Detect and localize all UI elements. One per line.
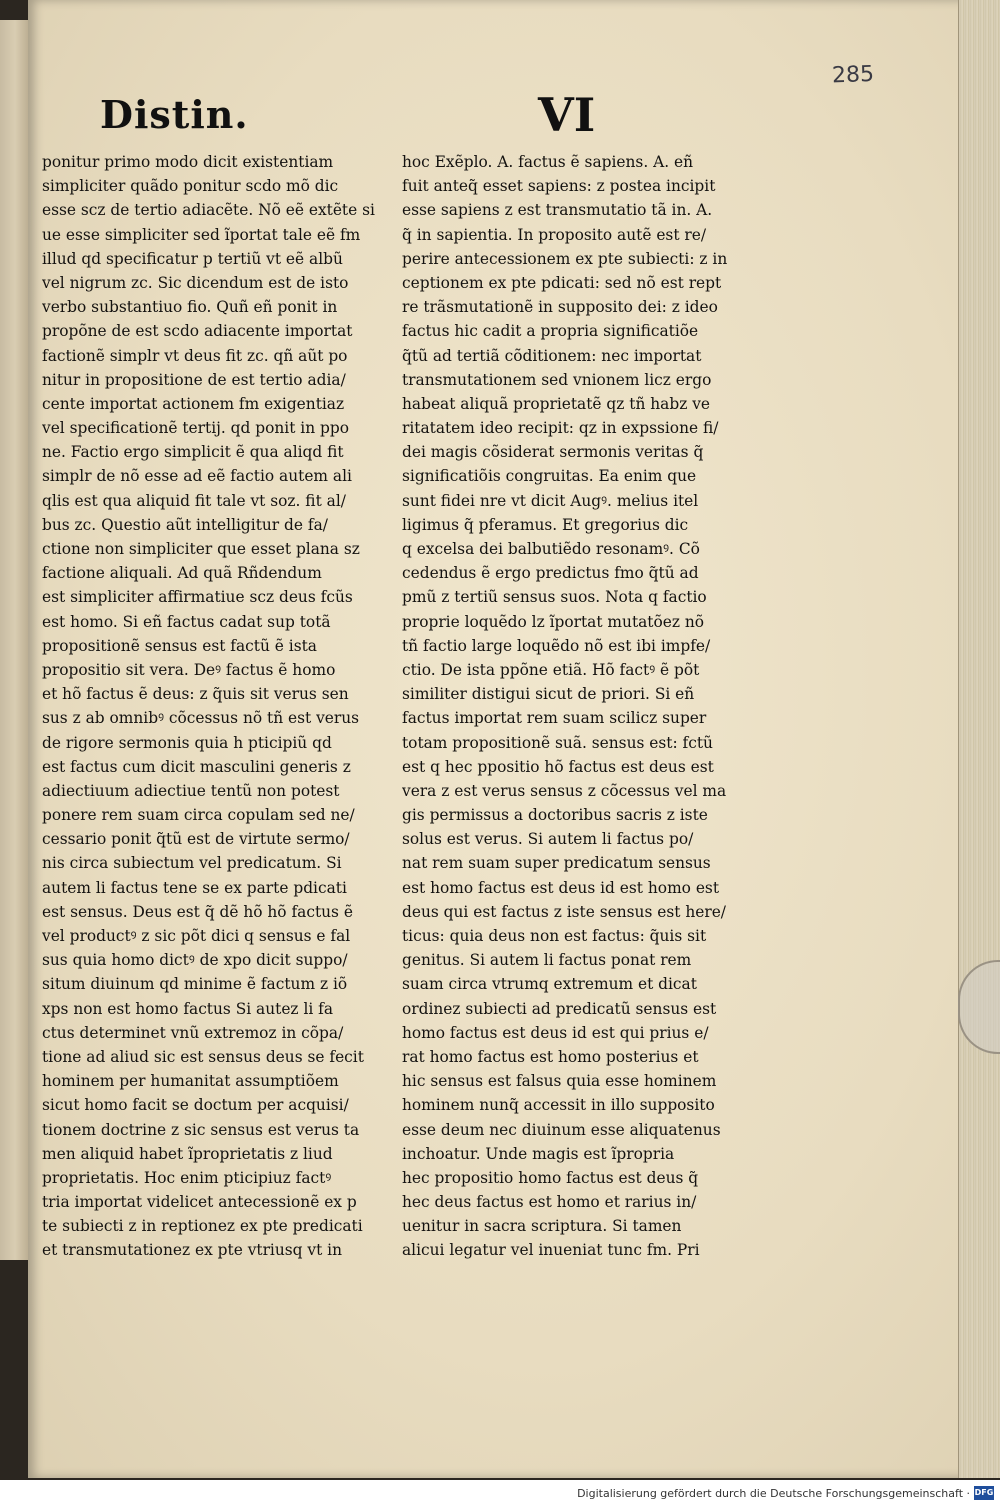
- text-line: proprietatis. Hoc enim pticipiuz factꝰ: [42, 1168, 332, 1187]
- text-line: tria importat videlicet antecessionẽ ex p: [42, 1193, 357, 1212]
- text-line: simplr de nõ esse ad eẽ factio autem ali: [42, 467, 352, 486]
- text-line: transmutationem sed vnionem licz ergo: [402, 370, 712, 389]
- text-line: factus hic cadit a propria significatiõe: [402, 322, 699, 341]
- text-line: solus est verus. Si autem li factus po/: [402, 830, 694, 849]
- text-line: sunt fidei nre vt dicit Augꝰ. melius itel: [402, 491, 699, 510]
- text-line: q̃ in sapientia. In proposito autẽ est re/: [402, 225, 707, 244]
- text-line: esse deum nec diuinum esse aliquatenus: [402, 1120, 721, 1139]
- text-line: est simpliciter affirmatiue scz deus fcũs: [42, 588, 353, 607]
- text-line: re trãsmutationẽ in supposito dei: z ideo: [402, 298, 718, 317]
- text-line: gis permissus a doctoribus sacris z iste: [402, 806, 708, 825]
- text-line: homo factus est deus id est qui prius e/: [402, 1023, 709, 1042]
- text-line: hominem per humanitat assumptiõem: [42, 1072, 339, 1091]
- chapter-number: VI: [538, 88, 596, 142]
- running-head: Distin.: [100, 92, 249, 137]
- text-line: est factus cum dicit masculini generis z: [42, 757, 351, 776]
- left-page-edge: [0, 20, 31, 1260]
- text-line: sus quia homo dictꝰ de xpo dicit suppo/: [42, 951, 348, 970]
- text-line: de rigore sermonis quia h pticipiũ qd: [42, 733, 332, 752]
- text-line: nis circa subiectum vel predicatum. Si: [42, 854, 342, 873]
- footer-bar: [0, 1480, 1000, 1509]
- text-line: hec deus factus est homo et rarius in/: [402, 1193, 697, 1212]
- text-line: rat homo factus est homo posterius et: [402, 1047, 699, 1066]
- text-line: verbo substantiuo fio. Quñ eñ ponit in: [42, 298, 338, 317]
- text-line: men aliquid habet ĩproprietatis z liud: [42, 1144, 333, 1163]
- text-line: vel specificationẽ tertij. qd ponit in ppo: [42, 419, 350, 438]
- text-line: vel productꝰ z sic põt dici q sensus e fal: [42, 927, 351, 945]
- text-line: ctione non simpliciter que esset plana sz: [42, 540, 360, 558]
- text-line: ponitur primo modo dicit existentiam: [42, 153, 334, 171]
- text-line: totam propositionẽ suã. sensus est: fctũ: [402, 733, 713, 752]
- text-line: illud qd specificatur p tertiũ vt eẽ albũ: [42, 249, 343, 268]
- text-line: propõne de est scdo adiacente importat: [42, 322, 353, 341]
- text-line: genitus. Si autem li factus ponat rem: [402, 951, 692, 970]
- text-line: factionẽ simplr vt deus fit zc. qñ aũt po: [42, 346, 348, 365]
- text-line: simpliciter quãdo ponitur scdo mõ dic: [42, 177, 339, 196]
- text-line: propositio sit vera. Deꝰ factus ẽ homo: [42, 660, 336, 679]
- text-line: similiter distigui sicut de priori. Si eñ: [402, 685, 695, 704]
- text-line: ticus: quia deus non est factus: q̃uis sit: [402, 927, 707, 945]
- text-line: est q hec ppositio hõ factus est deus est: [402, 757, 714, 776]
- text-line: proprie loquẽdo lz ĩportat mutatõez nõ: [402, 612, 705, 631]
- text-line: ctio. De ista ppõne etiã. Hõ factꝰ ẽ põt: [402, 660, 700, 679]
- text-line: vera z est verus sensus z cõcessus vel ma: [402, 781, 727, 800]
- text-line: ponere rem suam circa copulam sed ne/: [42, 806, 355, 825]
- folio-number: 285: [831, 61, 875, 89]
- text-line: sicut homo facit se doctum per acquisi/: [42, 1096, 349, 1115]
- dfg-logo: DFG: [974, 1486, 994, 1500]
- text-line: xps non est homo factus Si autez li fa: [42, 999, 334, 1018]
- text-line: ceptionem ex pte pdicati: sed nõ est rept: [402, 273, 722, 292]
- text-line: significatiõis congruitas. Ea enim que: [402, 467, 697, 486]
- text-line: vel nigrum zc. Sic dicendum est de isto: [42, 273, 349, 292]
- text-line: tñ factio large loquẽdo nõ est ibi impfe/: [402, 636, 711, 655]
- text-line: ne. Factio ergo simplicit ẽ qua aliqd fit: [42, 443, 344, 462]
- text-line: cessario ponit q̃tũ est de virtute sermo/: [42, 830, 350, 849]
- text-line: ue esse simpliciter sed ĩportat tale eẽ fm: [42, 225, 361, 244]
- text-line: deus qui est factus z iste sensus est here/: [402, 902, 726, 921]
- text-line: et hõ factus ẽ deus: z q̃uis sit verus sen: [42, 685, 349, 704]
- text-line: habeat aliquã proprietatẽ qz tñ habz ve: [402, 394, 711, 413]
- text-line: esse sapiens z est transmutatio tã in. A.: [402, 201, 713, 220]
- text-line: factus importat rem suam scilicz super: [402, 709, 707, 728]
- text-line: est homo. Si eñ factus cadat sup totã: [42, 612, 331, 631]
- text-line: tione ad aliud sic est sensus deus se fecit: [42, 1047, 364, 1066]
- text-line: q̃tũ ad tertiã cõditionem: nec importat: [402, 346, 702, 365]
- text-line: factione aliquali. Ad quã Rñdendum: [42, 564, 322, 583]
- text-line: nat rem suam super predicatum sensus: [402, 854, 711, 873]
- text-line: dei magis cõsiderat sermonis veritas q̃: [402, 443, 704, 462]
- text-line: ordinez subiecti ad predicatũ sensus est: [402, 999, 717, 1018]
- text-line: esse scz de tertio adiacẽte. Nõ eẽ extẽte si: [42, 201, 375, 220]
- text-line: suam circa vtrumq extremum et dicat: [402, 975, 697, 994]
- text-line: te subiecti z in reptionez ex pte predicati: [42, 1217, 363, 1236]
- text-line: autem li factus tene se ex parte pdicati: [42, 878, 347, 897]
- text-line: est homo factus est deus id est homo est: [402, 878, 720, 897]
- text-line: hominem nunq̃ accessit in illo supposito: [402, 1096, 715, 1115]
- text-line: qlis est qua aliquid fit tale vt soz. fit al/: [42, 491, 346, 510]
- page-fore-edge: [958, 0, 1000, 1478]
- text-line: ctus determinet vnũ extremoz in cõpa/: [42, 1023, 344, 1042]
- text-line: hec propositio homo factus est deus q̃: [402, 1168, 699, 1187]
- text-line: hoc Exẽplo. A. factus ẽ sapiens. A. eñ: [402, 153, 694, 171]
- text-line: cente importat actionem fm exigentiaz: [42, 394, 345, 413]
- text-line: inchoatur. Unde magis est ĩpropria: [402, 1144, 675, 1163]
- text-line: ritatatem ideo recipit: qz in expssione fi/: [402, 419, 719, 438]
- text-line: perire antecessionem ex pte subiecti: z in: [402, 249, 728, 268]
- text-line: hic sensus est falsus quia esse hominem: [402, 1072, 717, 1091]
- text-line: adiectiuum adiectiue tentũ non potest: [42, 781, 340, 800]
- text-line: ligimus q̃ pferamus. Et gregorius dic: [402, 515, 689, 534]
- text-line: pmũ z tertiũ sensus suos. Nota q factio: [402, 588, 707, 607]
- text-line: cedendus ẽ ergo predictus fmo q̃tũ ad: [402, 564, 699, 583]
- text-line: sus z ab omnibꝰ cõcessus nõ tñ est verus: [42, 709, 360, 728]
- text-column-left: [42, 150, 387, 1263]
- text-line: et transmutationez ex pte vtriusq vt in: [42, 1241, 343, 1260]
- text-line: est sensus. Deus est q̃ dẽ hõ hõ factus ẽ: [42, 902, 353, 921]
- text-line: nitur in propositione de est tertio adia/: [42, 370, 346, 389]
- text-column-right: [402, 150, 747, 1263]
- text-line: propositionẽ sensus est factũ ẽ ista: [42, 636, 317, 655]
- footer-credit: Digitalisierung gefördert durch die Deutsche Forschungsgemeinschaft ·: [577, 1487, 970, 1500]
- text-line: bus zc. Questio aũt intelligitur de fa/: [42, 515, 328, 534]
- text-line: situm diuinum qd minime ẽ factum z iõ: [42, 975, 348, 994]
- text-line: uenitur in sacra scriptura. Si tamen: [402, 1217, 682, 1236]
- text-line: alicui legatur vel inueniat tunc fm. Pri: [402, 1241, 700, 1260]
- text-line: tionem doctrine z sic sensus est verus ta: [42, 1120, 360, 1139]
- text-line: fuit anteq̃ esset sapiens: z postea incipit: [402, 177, 716, 196]
- text-line: q excelsa dei balbutiẽdo resonamꝰ. Cõ: [402, 540, 700, 558]
